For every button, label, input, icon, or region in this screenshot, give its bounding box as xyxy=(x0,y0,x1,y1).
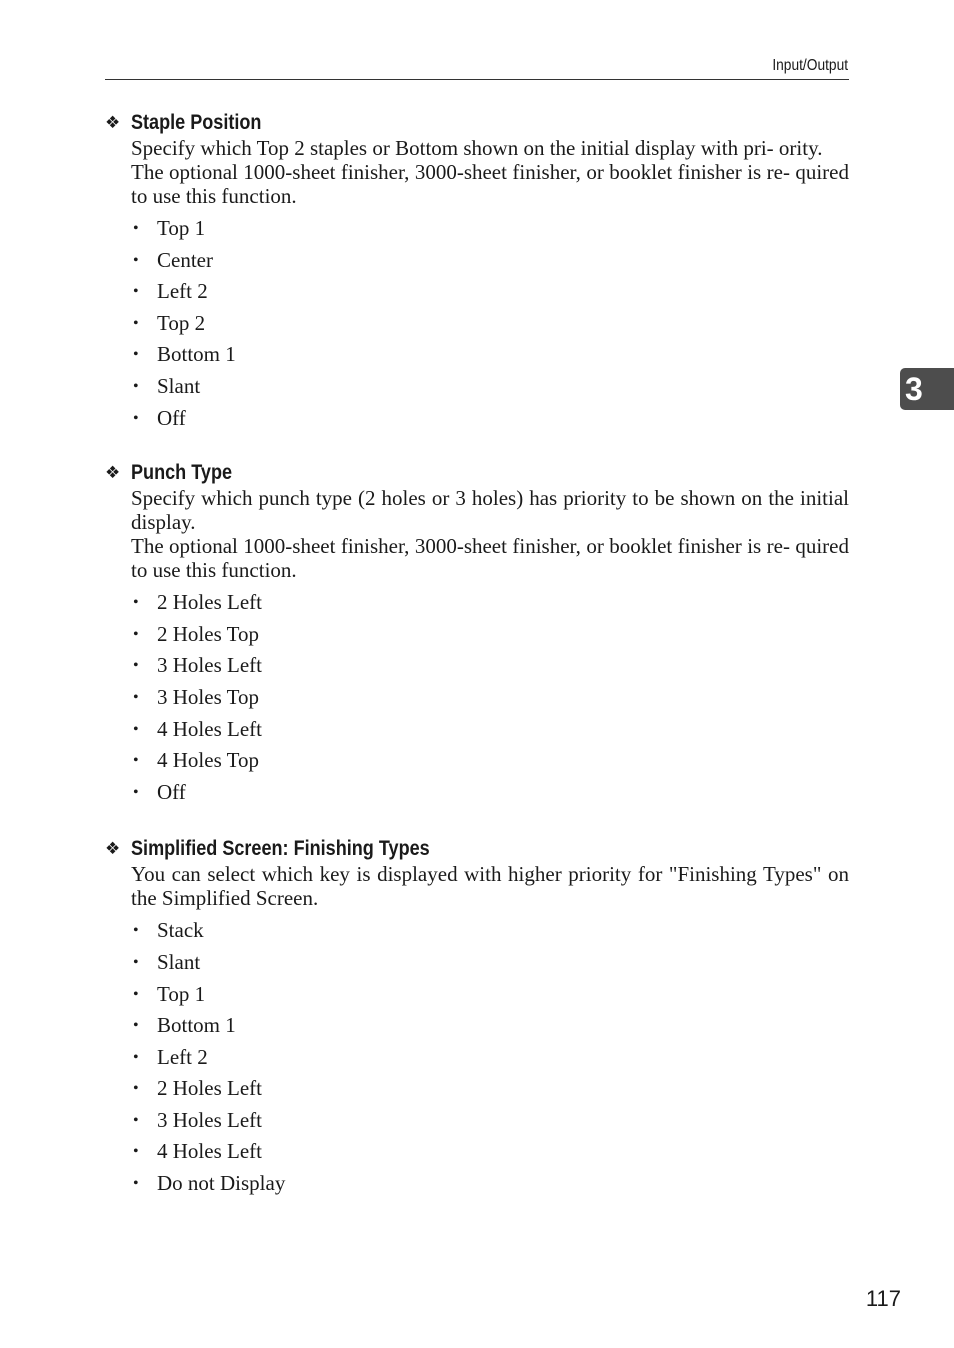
list-item xyxy=(131,1136,849,1168)
list-item-label: Top 2 xyxy=(157,310,206,335)
list-item-label: Bottom 1 xyxy=(157,1013,236,1038)
list-item-label: 4 Holes Left xyxy=(157,716,262,741)
bullet-icon: • xyxy=(133,1111,139,1129)
section-staple-position xyxy=(105,110,849,434)
bullet-icon: • xyxy=(133,314,139,332)
list-item-label: 2 Holes Left xyxy=(157,1076,262,1101)
bullet-icon: • xyxy=(133,1143,139,1161)
list-item xyxy=(131,979,849,1011)
list-item xyxy=(131,682,849,714)
bullet-icon: • xyxy=(133,922,139,940)
list-item-label: 4 Holes Top xyxy=(157,748,259,773)
bullet-icon: • xyxy=(133,220,139,237)
section-punch-type xyxy=(105,460,849,808)
list-item xyxy=(131,1073,849,1105)
list-item-label: Slant xyxy=(157,949,201,974)
option-list xyxy=(131,915,849,1199)
list-item xyxy=(131,308,849,340)
bullet-icon: • xyxy=(133,283,139,301)
bullet-icon: • xyxy=(133,783,139,801)
chapter-tab: 3 xyxy=(900,368,954,410)
bullet-icon: • xyxy=(133,251,139,269)
list-item-label: Top 1 xyxy=(157,216,206,240)
section-title: Staple Position xyxy=(131,111,262,134)
bullet-icon: • xyxy=(133,346,139,364)
section-heading xyxy=(105,110,849,136)
bullet-icon: • xyxy=(133,953,139,971)
list-item xyxy=(131,1168,849,1200)
list-item-label: 2 Holes Top xyxy=(157,621,259,646)
diamond-bullet-icon: ❖ xyxy=(105,839,121,860)
list-item-label: Bottom 1 xyxy=(157,342,236,367)
section-finishing-types xyxy=(105,836,849,1199)
section-heading xyxy=(105,836,849,862)
list-item-label: Stack xyxy=(157,918,204,943)
list-item-label: Center xyxy=(157,247,213,272)
list-item xyxy=(131,213,849,245)
bullet-icon: • xyxy=(133,985,139,1003)
list-item xyxy=(131,714,849,746)
section-paragraph: You can select which key is displayed with higher priority for "Finishing Types" on the Simplified Screen. xyxy=(131,862,849,911)
page-number: 117 xyxy=(865,1286,901,1311)
bullet-icon: • xyxy=(133,720,139,738)
list-item xyxy=(131,403,849,435)
list-item-label: Left 2 xyxy=(157,1044,208,1069)
bullet-icon: • xyxy=(133,377,139,395)
bullet-icon: • xyxy=(133,409,139,427)
list-item-label: 3 Holes Top xyxy=(157,684,259,709)
list-item xyxy=(131,745,849,777)
option-list xyxy=(131,213,849,434)
list-item-label: Slant xyxy=(157,373,201,398)
list-item xyxy=(131,1105,849,1137)
list-item xyxy=(131,587,849,619)
list-item-label: Off xyxy=(157,405,186,430)
list-item xyxy=(131,1010,849,1042)
list-item-label: 2 Holes Left xyxy=(157,590,262,615)
list-item-label: 3 Holes Left xyxy=(157,1107,262,1132)
bullet-icon: • xyxy=(133,1175,139,1193)
list-item-label: Top 1 xyxy=(157,981,206,1006)
bullet-icon: • xyxy=(133,1048,139,1066)
list-item xyxy=(131,276,849,308)
bullet-icon: • xyxy=(133,1080,139,1098)
section-heading xyxy=(105,460,849,486)
list-item-label: Do not Display xyxy=(157,1171,286,1196)
section-paragraph: The optional 1000-sheet finisher, 3000-sheet finisher, or booklet finisher is re- quired to use this function. xyxy=(131,534,849,583)
list-item-label: 4 Holes Left xyxy=(157,1139,262,1164)
list-item xyxy=(131,245,849,277)
bullet-icon: • xyxy=(133,594,139,612)
list-item xyxy=(131,619,849,651)
section-title: Simplified Screen: Finishing Types xyxy=(131,837,430,861)
list-item-label: Left 2 xyxy=(157,279,208,304)
bullet-icon: • xyxy=(133,688,139,706)
list-item xyxy=(131,339,849,371)
diamond-bullet-icon: ❖ xyxy=(105,113,121,133)
bullet-icon: • xyxy=(133,1017,139,1035)
list-item xyxy=(131,915,849,947)
bullet-icon: • xyxy=(133,625,139,643)
section-title: Punch Type xyxy=(131,461,233,485)
header-rule xyxy=(105,79,849,80)
list-item-label: Off xyxy=(157,779,186,804)
running-header: Input/Output xyxy=(772,57,848,74)
list-item xyxy=(131,371,849,403)
section-paragraph: Specify which Top 2 staples or Bottom shown on the initial display with pri- ority. xyxy=(131,136,823,160)
option-list xyxy=(131,587,849,808)
list-item xyxy=(131,947,849,979)
section-paragraph: The optional 1000-sheet finisher, 3000-sheet finisher, or booklet finisher is re- quired to use this function. xyxy=(131,160,849,208)
list-item-label: 3 Holes Left xyxy=(157,653,262,678)
diamond-bullet-icon: ❖ xyxy=(105,463,121,484)
bullet-icon: • xyxy=(133,657,139,675)
list-item xyxy=(131,650,849,682)
list-item xyxy=(131,1042,849,1074)
bullet-icon: • xyxy=(133,752,139,770)
section-paragraph: Specify which punch type (2 holes or 3 holes) has priority to be shown on the initial display. xyxy=(131,486,849,535)
page-content xyxy=(105,110,849,1200)
list-item xyxy=(131,777,849,809)
